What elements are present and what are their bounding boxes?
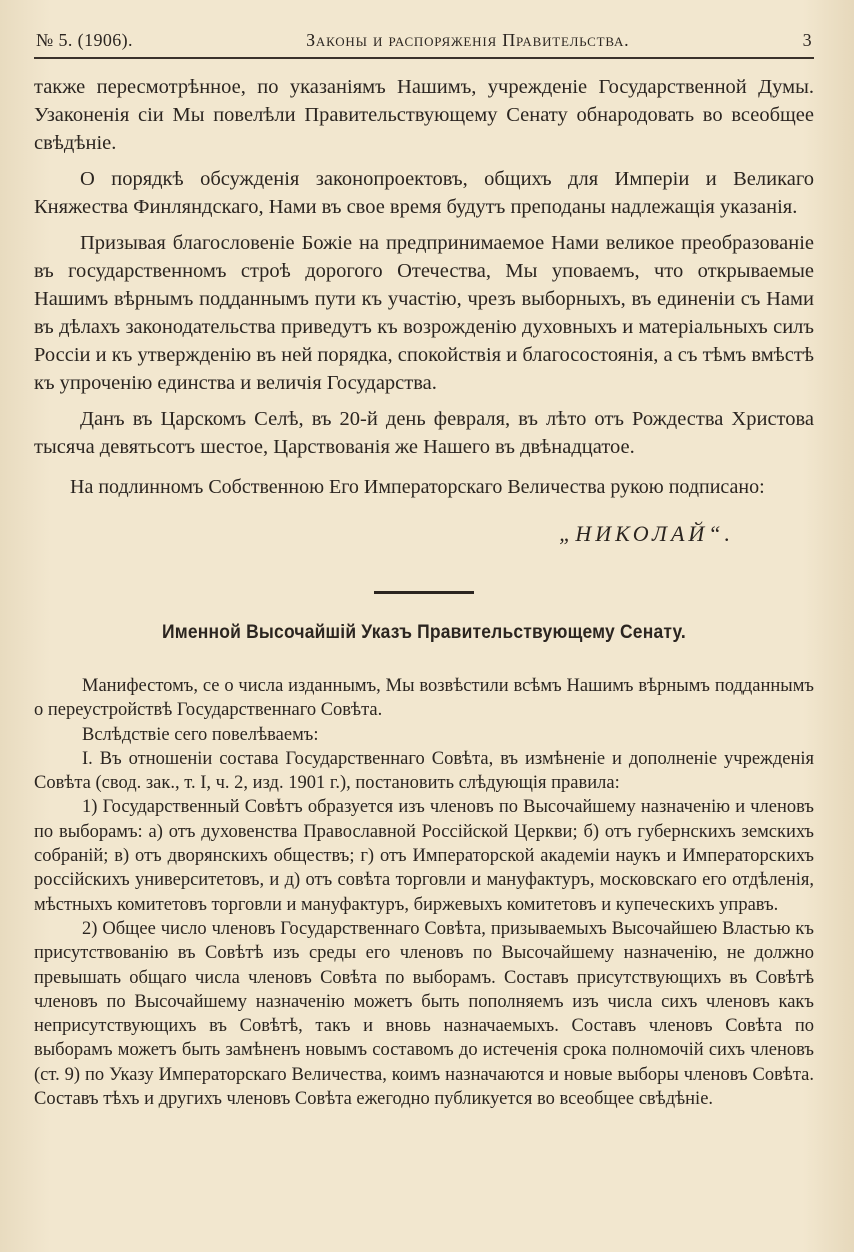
decree-rule: 2) Общее число членовъ Государственнаго Совѣта, призываемыхъ Высочайшею Властью къ присутствованію въ Совѣтѣ изъ среды его членовъ по Высочайшему назначенію, не должно превышать общаго числа членовъ Совѣта по выборамъ. Составъ присутствующихъ въ Совѣтѣ членовъ по Высочайшему назначенію можетъ быть пополняемъ изъ числа сихъ членовъ какъ неприсутствующихъ въ Совѣтѣ, такъ и вновь назначаемыхъ. Составъ членовъ Совѣта по выборамъ можетъ быть замѣненъ новымъ составомъ до истеченія срока полномочій сихъ членовъ (ст. 9) по Указу Императорскаго Величества, коимъ назначаются и новые выборы членовъ Совѣта. Составъ тѣхъ и другихъ членовъ Совѣта ежегодно публикуется во всеобщее свѣдѣніе. xyxy=(34,918,814,1110)
decree-rule: 1) Государственный Совѣтъ образуется изъ членовъ по Высочайшему назначенію и членовъ по выборамъ: а) отъ духовенства Православной Россійской Церкви; б) отъ губернскихъ земскихъ собраній; в) отъ дворянскихъ обществъ; г) отъ Императорской академіи наукъ и Императорскихъ россійскихъ университетовъ, и д) отъ совѣта торговли и мануфактуръ, московскаго его отдѣленія, мѣстныхъ комитетовъ торговли и мануфактуръ, биржевыхъ комитетовъ и купеческихъ управъ. xyxy=(34,797,814,915)
decree-item: I. Въ отношеніи состава Государственнаго Совѣта, въ измѣненіе и дополненіе учрежденія Совѣта (свод. зак., т. I, ч. 2, изд. 1901 г.), постановить слѣдующія правила: xyxy=(34,748,814,794)
signature-attribution: На подлинномъ Собственною Его Императорскаго Величества рукою подписано: xyxy=(70,476,765,498)
section-divider xyxy=(374,591,474,594)
decree-command: Вслѣдствіе сего повелѣваемъ: xyxy=(82,724,319,745)
issue-number: № 5. (1906). xyxy=(36,30,133,50)
manifesto-date-paragraph: Данъ въ Царскомъ Селѣ, въ 20-й день февраля, въ лѣто отъ Рождества Христова тысяча девятьсотъ шестое, Царствованія же Нашего въ двѣнадцатое. xyxy=(34,408,814,458)
manifesto-paragraph: Призывая благословеніе Божіе на предпринимаемое Нами великое преобразованіе въ государственномъ строѣ дорогого Отечества, Мы уповаемъ, что открываемые Нашимъ вѣрнымъ подданнымъ пути къ участію, чрезъ выборныхъ, въ единеніи съ Нами въ дѣлахъ законодательства приведутъ къ возрожденію духовныхъ и матеріальныхъ силъ Россіи и къ утвержденію въ ней порядка, спокойствія и благосостоянія, а съ тѣмъ вмѣстѣ къ упроченію единства и величія Государства. xyxy=(34,232,814,394)
running-title: Законы и распоряженія Правительства. xyxy=(306,30,630,50)
page-number: 3 xyxy=(802,30,812,50)
section-title: Именной Высочайшій Указъ Правительствующему Сенату. xyxy=(162,622,686,643)
manifesto-paragraph: О порядкѣ обсужденія законопроектовъ, общихъ для Имперіи и Великаго Княжества Финляндскаго, Нами въ свое время будутъ преподаны надлежащія указанія. xyxy=(34,168,814,218)
page-header xyxy=(34,30,814,59)
decree-intro: Манифестомъ, се о числа изданнымъ, Мы возвѣстили всѣмъ Нашимъ вѣрнымъ подданнымъ о переустройствѣ Государственнаго Совѣта. xyxy=(34,676,814,721)
signature: „НИКОЛАЙ“. xyxy=(559,521,734,546)
manifesto-paragraph: также пересмотрѣнное, по указаніямъ Нашимъ, учрежденіе Государственной Думы. Узаконенія сіи Мы повелѣли Правительствующему Сенату обнародовать во всеобщее свѣдѣніе. xyxy=(34,76,814,154)
